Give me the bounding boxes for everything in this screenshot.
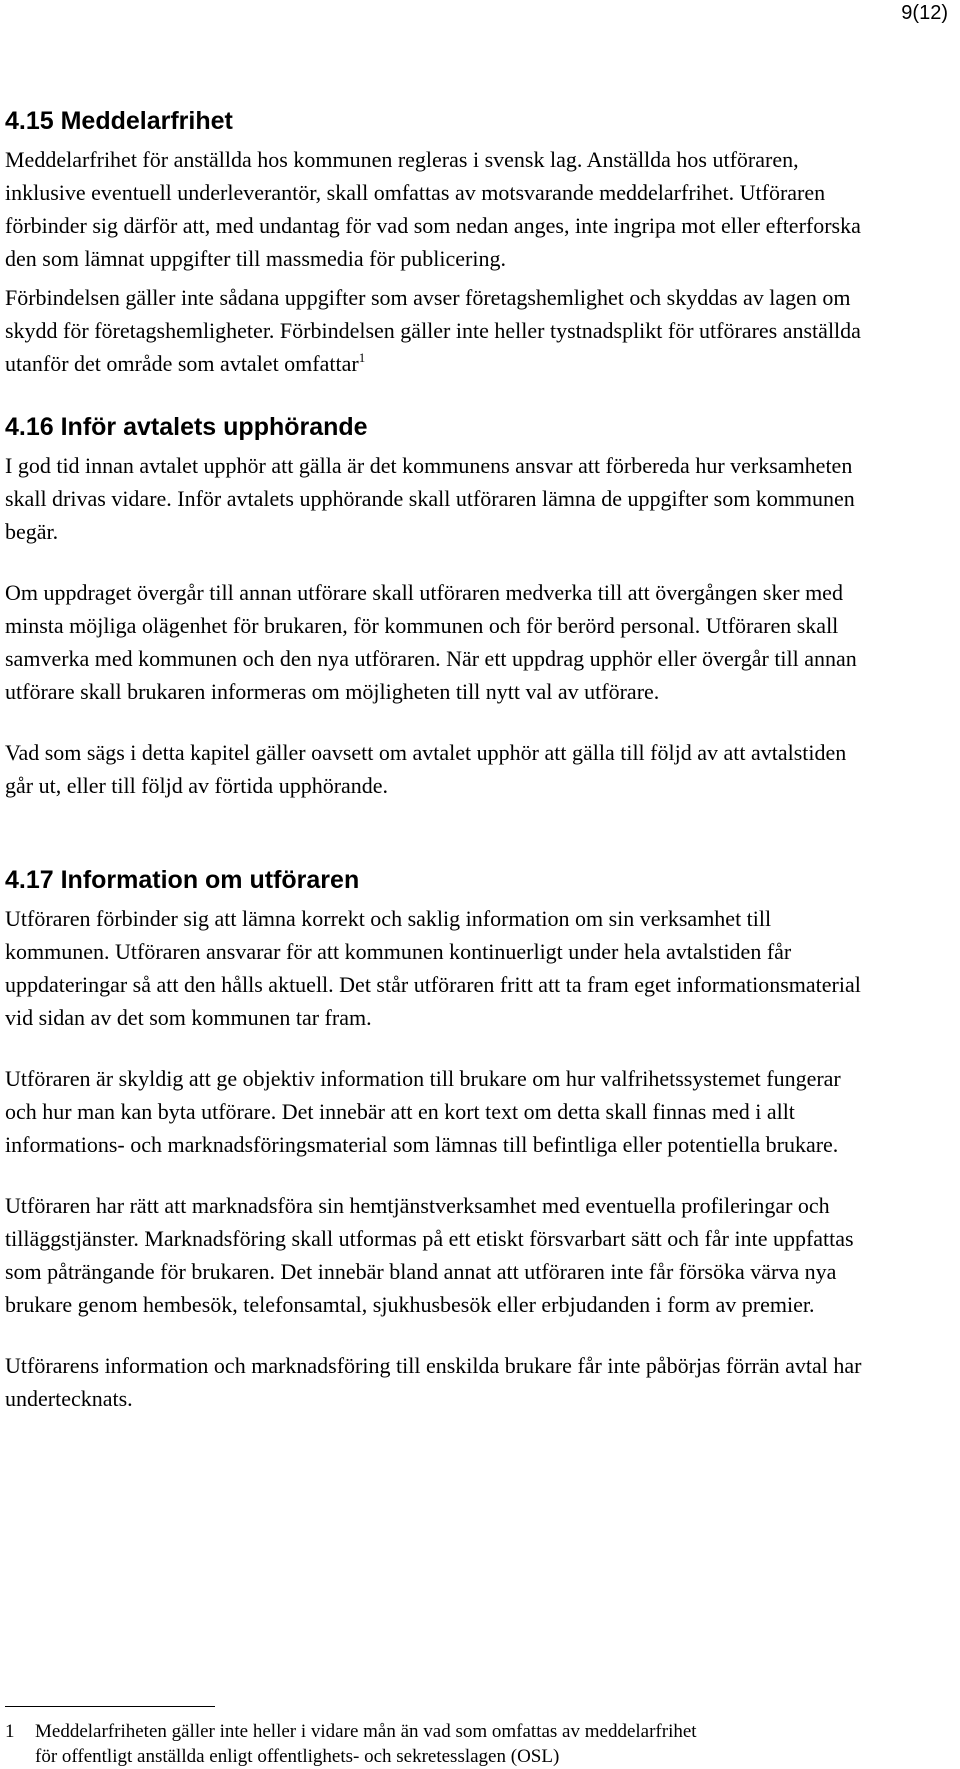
footnote-reference: 1 bbox=[358, 350, 366, 365]
paragraph: Meddelarfrihet för anställda hos kommunen regleras i svensk lag. Anställda hos utföraren, inklusive eventuell underleverantör, skall omfattas av motsvarande meddelarfrihet. Utföraren förbinder sig därför att, med undantag för vad som nedan anges, inte ingripa mot eller efterforska den som lämnat uppgifter till massmedia för publicering. bbox=[5, 147, 861, 271]
paragraph: Utföraren är skyldig att ge objektiv information till brukare om hur valfrihetssystemet fungerar och hur man kan byta utförare. Det innebär att en kort text om detta skall finnas med i allt informations- och marknadsföringsmaterial som lämnas till befintliga eller potentiella brukare. bbox=[5, 1066, 841, 1157]
footnote bbox=[5, 1719, 905, 1769]
footnote-text-continued: för offentligt anställda enligt offentlighets- och sekretesslagen (OSL) bbox=[35, 1746, 560, 1767]
footnote-divider bbox=[5, 1706, 215, 1707]
paragraph-with-footnote bbox=[5, 281, 875, 380]
paragraph: Utförarens information och marknadsföring till enskilda brukare får inte påbörjas förrän avtal har undertecknats. bbox=[5, 1353, 862, 1411]
paragraph: Utföraren har rätt att marknadsföra sin hemtjänstverksamhet med eventuella profileringar och tilläggstjänster. Marknadsföring skall utformas på ett etiskt försvarbart sätt och får inte uppfattas som påträngande för brukaren. Det innebär bland annat att utföraren inte får försöka värva nya brukare genom hembesök, telefonsamtal, sjukhusbesök eller erbjudanden i form av premier. bbox=[5, 1193, 854, 1317]
paragraph-text: Förbindelsen gäller inte sådana uppgifter som avser företagshemlighet och skyddas av lagen om skydd för företagshemligheter. Förbindelsen gäller inte heller tystnadsplikt för utförares anställda utanför det område som avtalet omfattar bbox=[5, 285, 861, 376]
footnote-number: 1 bbox=[5, 1721, 15, 1742]
section-heading-avtalets-upphorande: 4.16 Inför avtalets upphörande bbox=[5, 413, 368, 441]
paragraph: Vad som sägs i detta kapitel gäller oavsett om avtalet upphör att gälla till följd av att avtalstiden går ut, eller till följd av förtida upphörande. bbox=[5, 740, 847, 798]
document-body bbox=[5, 105, 875, 1415]
section-heading-information-om-utforaren: 4.17 Information om utföraren bbox=[5, 866, 360, 894]
paragraph: I god tid innan avtalet upphör att gälla är det kommunens ansvar att förbereda hur verksamheten skall drivas vidare. Inför avtalets upphörande skall utföraren lämna de uppgifter som kommunen begär. bbox=[5, 453, 855, 544]
paragraph: Om uppdraget övergår till annan utförare skall utföraren medverka till att övergången sker med minsta möjliga olägenhet för brukaren, för kommunen och för berörd personal. Utföraren skall samverka med kommunen och den nya utföraren. När ett uppdrag upphör eller övergår till annan utförare skall brukaren informeras om möjligheten till nytt val av utförare. bbox=[5, 580, 857, 704]
page-number: 9(12) bbox=[901, 2, 948, 24]
section-heading-meddelarfrihet: 4.15 Meddelarfrihet bbox=[5, 107, 233, 135]
paragraph: Utföraren förbinder sig att lämna korrekt och saklig information om sin verksamhet till kommunen. Utföraren ansvarar för att kommunen kontinuerligt under hela avtalstiden får uppdateringar så att den hålls aktuell. Det står utföraren fritt att ta fram eget informationsmaterial vid sidan av det som kommunen tar fram. bbox=[5, 906, 861, 1030]
footnote-line bbox=[5, 1719, 905, 1744]
footnote-text: Meddelarfriheten gäller inte heller i vidare mån än vad som omfattas av meddelarfrihet bbox=[35, 1721, 697, 1742]
